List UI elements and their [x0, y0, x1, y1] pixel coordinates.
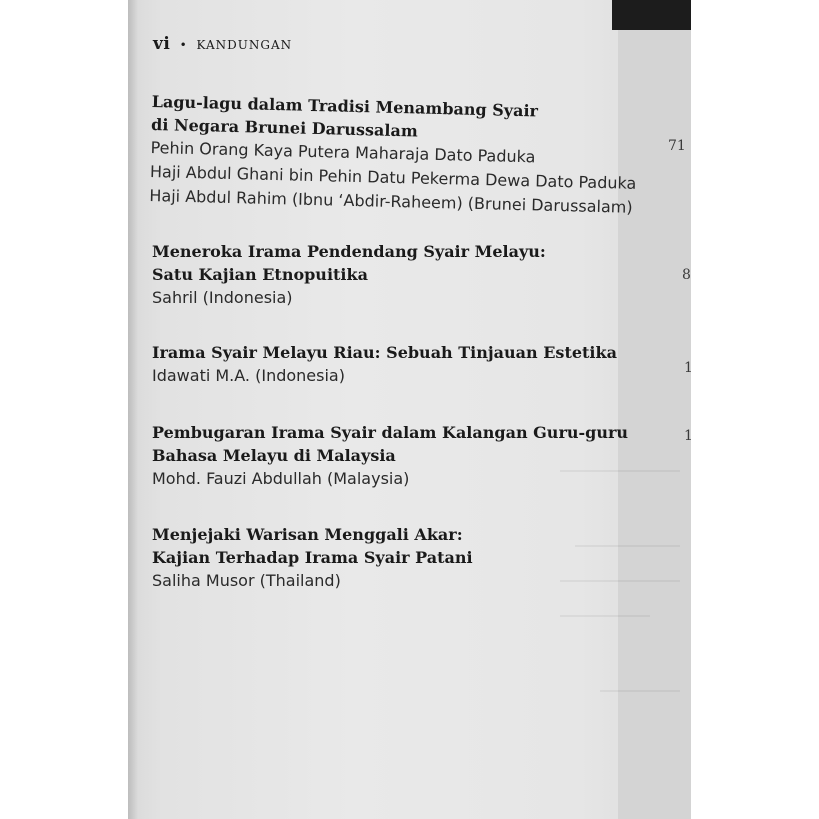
entry-author-line: Pehin Orang Kaya Putera Maharaja Dato Paduka: [150, 137, 536, 167]
entry-title-line: di Negara Brunei Darussalam: [150, 114, 418, 141]
page-gutter-shadow: [128, 0, 138, 819]
entry-author-line: Mohd. Fauzi Abdullah (Malaysia): [152, 469, 410, 488]
entry-page-number: 8: [682, 267, 691, 283]
toc-entry: [149, 90, 638, 220]
entry-page-number: 71: [668, 138, 686, 154]
entry-title-line: Pembugaran Irama Syair dalam Kalangan Guru-guru: [152, 423, 629, 442]
toc-entry: [152, 341, 617, 388]
toc-entry: [152, 240, 546, 310]
section-title: KANDUNGAN: [196, 38, 293, 52]
entry-author-line: Haji Abdul Rahim (Ibnu ‘Abdir-Raheem) (Brunei Darussalam): [149, 185, 633, 217]
entry-page-number: 1: [684, 428, 693, 444]
entry-title-line: Meneroka Irama Pendendang Syair Melayu:: [152, 242, 546, 261]
entry-title-line: Satu Kajian Etnopuitika: [152, 265, 368, 284]
entry-title-line: Bahasa Melayu di Malaysia: [152, 446, 396, 465]
entry-author-line: Idawati M.A. (Indonesia): [152, 366, 345, 385]
entry-author-line: Sahril (Indonesia): [152, 288, 293, 307]
entry-page-number: 1: [684, 360, 693, 376]
entry-author-line: Saliha Musor (Thailand): [152, 571, 341, 590]
background-corner: [612, 0, 691, 30]
header-bullet: •: [179, 38, 188, 52]
page-folio: vi: [153, 34, 171, 54]
toc-entry: [152, 421, 628, 491]
entry-title-line: Irama Syair Melayu Riau: Sebuah Tinjauan Estetika: [152, 343, 617, 362]
toc-entry: [152, 523, 473, 593]
entry-title-line: Menjejaki Warisan Menggali Akar:: [152, 525, 463, 544]
entry-title-line: Lagu-lagu dalam Tradisi Menambang Syair: [151, 91, 539, 121]
running-header: [153, 34, 292, 54]
entry-title-line: Kajian Terhadap Irama Syair Patani: [152, 548, 473, 567]
entry-author-line: Haji Abdul Ghani bin Pehin Datu Pekerma Dewa Dato Paduka: [149, 161, 637, 193]
